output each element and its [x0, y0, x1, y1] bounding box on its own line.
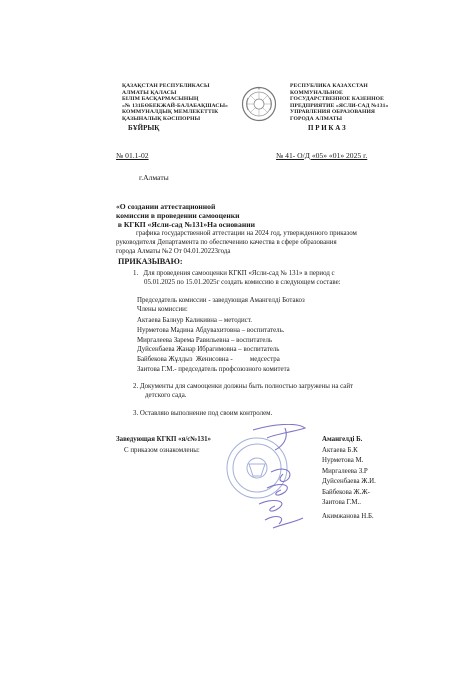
- item-1: [133, 269, 341, 288]
- commission-members-title: Члены комиссии:: [137, 306, 188, 313]
- preamble-line: графика государственной аттестации на 2024 год, утвержденного приказом: [136, 230, 357, 237]
- title-line: «О создании аттестационной: [116, 202, 216, 211]
- order-word-russian: П Р И К А З: [308, 124, 346, 132]
- commission-member: Актаева Балнур Каликивна – методист.: [137, 317, 252, 324]
- document-title: [116, 202, 255, 230]
- header-left-line: БІЛІМ БАСҚАРМАСЫНЫҢ: [122, 96, 199, 103]
- header-left-line: ҚАЗЫНАЛЫҚ КӘСІПОРНЫ: [122, 115, 201, 122]
- item-3: 3. Оставляю выполнение под своим контролем.: [133, 410, 273, 417]
- header-left-block: [122, 83, 228, 123]
- item-2: [133, 382, 353, 400]
- item-1-line: 05.01.2025 по 15.01.2025г создать комиссию в следующем составе:: [144, 279, 341, 287]
- header-right-line: ГОРОДА АЛМАТЫ: [290, 115, 343, 122]
- commission-member: Нурметова Мадина Абдувахитовна – воспитатель.: [137, 326, 285, 334]
- city: г.Алматы: [139, 173, 169, 182]
- commission-member: Заитова Г.М.- председатель профсоюзного комитета: [137, 365, 290, 373]
- header-right-line: УПРАВЛЕНИЯ ОБРАЗОВАНИЯ: [290, 109, 376, 116]
- header-right-line: ПРЕДПРИЯТИЕ «ЯСЛИ-САД №131»: [290, 102, 389, 109]
- header-left-line: АЛМАТЫ ҚАЛАСЫ: [122, 89, 177, 96]
- preamble-line: руководителя Департамента по обеспечению качества в сфере образования: [116, 238, 337, 246]
- acquainted-label: С приказом ознакомлены:: [124, 447, 200, 454]
- header-right-line: РЕСПУБЛИКА КАЗАХСТАН: [290, 83, 368, 89]
- header-right-line: КОММУНАЛЬНОЕ: [290, 89, 343, 96]
- preamble: [116, 230, 357, 256]
- acquainted-names: [322, 446, 376, 508]
- document-number-right: № 41- О/Д «05» «01» 2025 г.: [276, 151, 368, 160]
- commission-member: Байбекова Жұлдыз Женисовна - медсестра: [137, 356, 280, 364]
- acquainted-name: Миргалеева З.Р: [322, 467, 368, 475]
- header-right-line: ГОСУДАРСТВЕННОЕ КАЗЕННОЕ: [290, 96, 384, 103]
- acquainted-name: Акимжанова Н.Б.: [322, 513, 374, 520]
- title-line: в КГКП «Ясли-сад №131»На основании: [116, 220, 255, 230]
- header-left-line: ҚАЗАҚСТАН РЕСПУБЛИКАСЫ: [122, 83, 210, 89]
- acquainted-name: Заитова Г.М..: [322, 499, 362, 507]
- item-1-line: 1. Для проведения самооценки КГКП «Ясли-сад № 131» в период с: [133, 270, 335, 277]
- header-left-line: «№ 131БӨБЕКЖАЙ-БАЛАБАҚШАСЫ»: [122, 102, 229, 109]
- order-command: ПРИКАЗЫВАЮ:: [118, 257, 183, 266]
- commission-member: Дуйсенбаева Жанар Ибрагимовна – воспитатель: [137, 346, 280, 354]
- signature-position: Заведующая КГКП «я/с№131»: [116, 436, 211, 443]
- stamp-and-signature-icon: [213, 424, 333, 534]
- acquainted-name: Актаева Б.К: [322, 447, 358, 454]
- item-2-line: детского сада.: [145, 392, 187, 399]
- commission-chair: Председатель комиссии - заведующая Амангелді Ботакоз: [137, 297, 305, 304]
- item-2-line: 2. Документы для самооценки должны быть полностью загружены на сайт: [133, 383, 354, 390]
- preamble-line: города Алматы №2 От 04.01.20223года: [116, 247, 231, 255]
- order-word-kazakh: БҰЙРЫҚ: [128, 124, 160, 132]
- signature-name: Амангелді Б.: [322, 436, 363, 443]
- title-line: комиссии в проведении самооценки: [116, 211, 240, 221]
- header-left-line: КОММУНАЛДЫҚ МЕМЛЕКЕТТІК: [122, 109, 219, 116]
- commission-members: [137, 316, 290, 375]
- acquainted-name: Дуйсенбаева Ж.И.: [322, 478, 376, 486]
- document-number-left: № 01.1-02: [116, 151, 149, 160]
- commission-member: Миргалеева Зарема Равильевна – воспитатель: [137, 336, 273, 344]
- acquainted-name: Нурметова М.: [322, 457, 364, 465]
- state-emblem-icon: [241, 86, 277, 122]
- acquainted-name: Байбекова Ж.Ж-: [322, 488, 370, 496]
- header-right-block: [290, 83, 388, 123]
